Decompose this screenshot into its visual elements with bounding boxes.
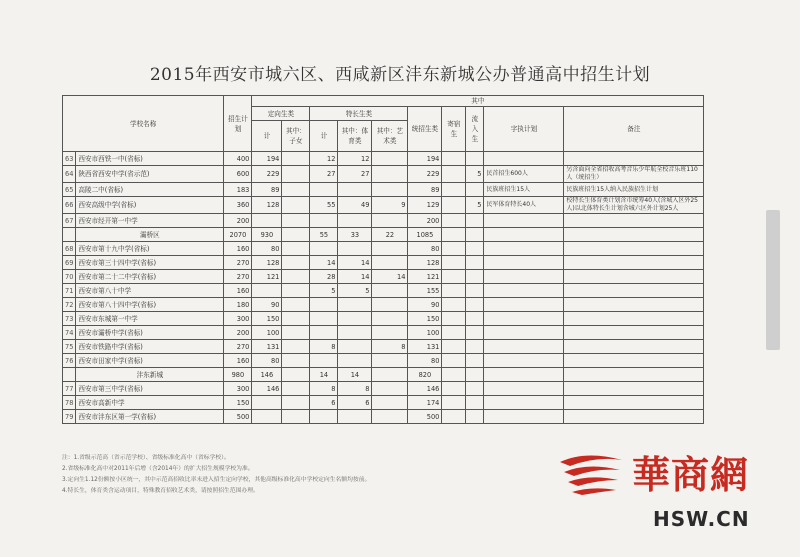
school-name: 高陵二中(省标): [76, 183, 224, 197]
cell-d2: [282, 228, 310, 242]
cell-d1: 89: [252, 183, 282, 197]
cell-b: [442, 228, 466, 242]
cell-r: 另含面向全省招收高考音乐少年航全校音乐班110人（统招生）: [564, 166, 704, 183]
cell-s3: [372, 396, 408, 410]
cell-r: [564, 354, 704, 368]
footnote: 注：1.省级示范高（省示范学校）、省级标准化高中（省标学校）。: [62, 455, 230, 461]
cell-s1: [310, 298, 338, 312]
cell-r: [564, 242, 704, 256]
cell-p: [484, 298, 564, 312]
row-number: 67: [63, 214, 76, 228]
cell-p: 民军体育特长40人: [484, 197, 564, 214]
cell-u: 100: [408, 326, 442, 340]
cell-total: 500: [224, 410, 252, 424]
header-special: 特长生类: [310, 107, 408, 121]
cell-s1: 14: [310, 256, 338, 270]
cell-p: [484, 152, 564, 166]
cell-s1: [310, 183, 338, 197]
cell-d1: 121: [252, 270, 282, 284]
cell-d2: [282, 382, 310, 396]
cell-u: 80: [408, 354, 442, 368]
row-number: 69: [63, 256, 76, 270]
cell-s1: 55: [310, 228, 338, 242]
cell-d1: [252, 410, 282, 424]
cell-total: 160: [224, 354, 252, 368]
cell-d2: [282, 368, 310, 382]
cell-s1: 6: [310, 396, 338, 410]
header-special-total: 计: [310, 121, 338, 152]
cell-s2: [338, 354, 372, 368]
cell-b: [442, 354, 466, 368]
cell-s2: [338, 242, 372, 256]
cell-s3: [372, 382, 408, 396]
row-number: [63, 228, 76, 242]
table-row: [63, 312, 704, 326]
cell-t: [466, 228, 484, 242]
cell-s2: 14: [338, 270, 372, 284]
cell-t: [466, 326, 484, 340]
cell-t: [466, 256, 484, 270]
cell-u: 90: [408, 298, 442, 312]
cell-s3: [372, 326, 408, 340]
cell-r: [564, 256, 704, 270]
cell-s2: [338, 214, 372, 228]
cell-t: [466, 368, 484, 382]
cell-total: 2070: [224, 228, 252, 242]
cell-p: [484, 256, 564, 270]
cell-d2: [282, 312, 310, 326]
header-unified: 统招生类: [408, 107, 442, 152]
cell-p: [484, 284, 564, 298]
cell-d1: 128: [252, 256, 282, 270]
row-number: 63: [63, 152, 76, 166]
cell-total: 160: [224, 242, 252, 256]
cell-total: 300: [224, 312, 252, 326]
school-name: 西安市第八十中学: [76, 284, 224, 298]
cell-t: [466, 396, 484, 410]
cell-d1: [252, 396, 282, 410]
table-row: [63, 270, 704, 284]
table-header: [63, 96, 704, 152]
cell-d2: [282, 256, 310, 270]
cell-d1: [252, 214, 282, 228]
table-row: [63, 340, 704, 354]
cell-u: 80: [408, 242, 442, 256]
cell-t: [466, 382, 484, 396]
cell-d1: 150: [252, 312, 282, 326]
cell-r: [564, 326, 704, 340]
cell-s3: [372, 152, 408, 166]
header-boarding: 寄宿生: [442, 107, 466, 152]
cell-r: 校特长生体育类计划含市统筹40人(含城入区外25人)以北体特长生计划含城六区外计划25人: [564, 197, 704, 214]
cell-p: [484, 368, 564, 382]
cell-s2: 6: [338, 396, 372, 410]
school-name: 西安市西铁一中(省标): [76, 152, 224, 166]
cell-u: 1085: [408, 228, 442, 242]
cell-u: 174: [408, 396, 442, 410]
cell-s2: [338, 410, 372, 424]
subtotal-row: [63, 228, 704, 242]
header-plan: 字执计划: [484, 107, 564, 152]
table-row: [63, 396, 704, 410]
row-number: 79: [63, 410, 76, 424]
cell-r: [564, 284, 704, 298]
cell-r: [564, 270, 704, 284]
cell-u: 89: [408, 183, 442, 197]
row-number: 72: [63, 298, 76, 312]
cell-d1: 80: [252, 354, 282, 368]
cell-p: [484, 326, 564, 340]
cell-s2: [338, 312, 372, 326]
row-number: 64: [63, 166, 76, 183]
cell-s1: [310, 354, 338, 368]
cell-s1: [310, 410, 338, 424]
cell-p: [484, 242, 564, 256]
cell-b: [442, 270, 466, 284]
cell-s1: 8: [310, 382, 338, 396]
cell-b: [442, 340, 466, 354]
cell-d2: [282, 214, 310, 228]
header-transfer: 流入生: [466, 107, 484, 152]
cell-b: [442, 242, 466, 256]
cell-t: [466, 214, 484, 228]
table-row: [63, 197, 704, 214]
cell-r: [564, 368, 704, 382]
header-among: 其中: [252, 96, 704, 107]
cell-total: 200: [224, 214, 252, 228]
cell-p: 民首招生600人: [484, 166, 564, 183]
cell-s1: [310, 326, 338, 340]
cell-r: [564, 228, 704, 242]
cell-s3: 14: [372, 270, 408, 284]
cell-s1: 5: [310, 284, 338, 298]
school-name: 灞桥区: [76, 228, 224, 242]
cell-s3: [372, 354, 408, 368]
cell-s2: [338, 298, 372, 312]
cell-r: [564, 312, 704, 326]
header-special-arts: 其中：艺术类: [372, 121, 408, 152]
cell-b: [442, 326, 466, 340]
cell-p: [484, 270, 564, 284]
cell-s1: 27: [310, 166, 338, 183]
cell-p: [484, 214, 564, 228]
row-number: 68: [63, 242, 76, 256]
cell-b: [442, 256, 466, 270]
cell-t: [466, 284, 484, 298]
cell-d1: 194: [252, 152, 282, 166]
school-name: 西安市第三十四中学(省标): [76, 256, 224, 270]
school-name: 西安市沣东区第一学(省标): [76, 410, 224, 424]
cell-total: 270: [224, 256, 252, 270]
cell-t: [466, 410, 484, 424]
cell-total: 400: [224, 152, 252, 166]
cell-p: [484, 382, 564, 396]
cell-t: [466, 298, 484, 312]
school-name: 西安市田家中学(省标): [76, 354, 224, 368]
header-special-sports: 其中：体育类: [338, 121, 372, 152]
cell-p: 民族班招生15人: [484, 183, 564, 197]
cell-b: [442, 166, 466, 183]
school-name: 西安市第八十四中学(省标): [76, 298, 224, 312]
cell-s1: [310, 214, 338, 228]
cell-r: [564, 152, 704, 166]
header-directed-children: 其中：子女: [282, 121, 310, 152]
cell-s1: 8: [310, 340, 338, 354]
cell-u: 129: [408, 197, 442, 214]
footnote: 3.定向生1.12份额按小区统一，其中示范高招收比率未进入招生定向学校，其他高级标准化高中学校定向生名额均按前。: [62, 477, 371, 483]
header-remark: 备注: [564, 107, 704, 152]
table-row: [63, 242, 704, 256]
row-number: 66: [63, 197, 76, 214]
cell-s3: [372, 312, 408, 326]
cell-d1: 128: [252, 197, 282, 214]
cell-r: [564, 298, 704, 312]
cell-t: 5: [466, 197, 484, 214]
cell-u: 155: [408, 284, 442, 298]
cell-u: 200: [408, 214, 442, 228]
footnote: 2.省级标准化高中对2011年后增（含2014年）的扩大招生规模学校为准。: [62, 466, 254, 472]
cell-s3: [372, 256, 408, 270]
cell-d2: [282, 354, 310, 368]
cell-s2: [338, 326, 372, 340]
cell-d1: 80: [252, 242, 282, 256]
watermark-url: HSW.CN: [653, 507, 750, 531]
cell-p: [484, 228, 564, 242]
cell-total: 150: [224, 396, 252, 410]
cell-t: [466, 354, 484, 368]
cell-u: 194: [408, 152, 442, 166]
cell-d2: [282, 284, 310, 298]
cell-b: [442, 298, 466, 312]
header-directed-total: 计: [252, 121, 282, 152]
cell-u: 820: [408, 368, 442, 382]
document-title: 2015年西安市城六区、西咸新区沣东新城公办普通高中招生计划: [149, 65, 651, 85]
school-name: 西安市东城第一中学: [76, 312, 224, 326]
cell-s2: 33: [338, 228, 372, 242]
school-name: 西安市铁路中学(省标): [76, 340, 224, 354]
row-number: 76: [63, 354, 76, 368]
cell-b: [442, 396, 466, 410]
row-number: 65: [63, 183, 76, 197]
cell-s2: 27: [338, 166, 372, 183]
cell-s3: [372, 183, 408, 197]
cell-d1: 930: [252, 228, 282, 242]
cell-r: [564, 382, 704, 396]
cell-r: [564, 214, 704, 228]
cell-t: 5: [466, 166, 484, 183]
cell-t: [466, 270, 484, 284]
cell-b: [442, 197, 466, 214]
cell-total: 980: [224, 368, 252, 382]
cell-total: 183: [224, 183, 252, 197]
cell-d2: [282, 197, 310, 214]
cell-u: 146: [408, 382, 442, 396]
school-name: 陕西省西安中学(省示范): [76, 166, 224, 183]
school-name: 西安市第三中学(省标): [76, 382, 224, 396]
cell-total: 160: [224, 284, 252, 298]
subtotal-row: [63, 368, 704, 382]
cell-r: [564, 410, 704, 424]
school-name: 沣东新城: [76, 368, 224, 382]
cell-d1: 90: [252, 298, 282, 312]
cell-d2: [282, 410, 310, 424]
cell-t: [466, 340, 484, 354]
school-name: 西安市第十九中学(省标): [76, 242, 224, 256]
cell-p: [484, 340, 564, 354]
cell-d2: [282, 152, 310, 166]
cell-d2: [282, 166, 310, 183]
table-row: [63, 214, 704, 228]
cell-s3: [372, 368, 408, 382]
cell-u: 131: [408, 340, 442, 354]
cell-d1: 131: [252, 340, 282, 354]
cell-s3: [372, 298, 408, 312]
cell-total: 180: [224, 298, 252, 312]
cell-b: [442, 410, 466, 424]
cell-d1: 100: [252, 326, 282, 340]
cell-s2: 14: [338, 256, 372, 270]
cell-t: [466, 242, 484, 256]
row-number: 78: [63, 396, 76, 410]
header-school: 学校名称: [63, 96, 224, 152]
cell-d2: [282, 242, 310, 256]
cell-d2: [282, 298, 310, 312]
cell-d1: [252, 284, 282, 298]
cell-d1: 146: [252, 382, 282, 396]
row-number: 74: [63, 326, 76, 340]
cell-t: [466, 152, 484, 166]
hsw-logo-icon: [556, 452, 628, 496]
cell-t: [466, 183, 484, 197]
table-row: [63, 152, 704, 166]
cell-r: [564, 396, 704, 410]
cell-u: 229: [408, 166, 442, 183]
cell-s2: 49: [338, 197, 372, 214]
cell-s3: 9: [372, 197, 408, 214]
cell-b: [442, 368, 466, 382]
cell-s3: 22: [372, 228, 408, 242]
cell-p: [484, 354, 564, 368]
table-row: [63, 354, 704, 368]
enrollment-table: [62, 95, 704, 424]
cell-s3: 8: [372, 340, 408, 354]
cell-r: [564, 340, 704, 354]
cell-s3: [372, 214, 408, 228]
cell-u: 128: [408, 256, 442, 270]
cell-t: [466, 312, 484, 326]
row-number: [63, 368, 76, 382]
cell-p: [484, 396, 564, 410]
cell-s3: [372, 166, 408, 183]
school-name: 西安市高新中学: [76, 396, 224, 410]
row-number: 73: [63, 312, 76, 326]
cell-u: 150: [408, 312, 442, 326]
cell-s1: [310, 312, 338, 326]
table-row: [63, 410, 704, 424]
header-quota: 招生计划: [224, 96, 252, 152]
cell-s1: 28: [310, 270, 338, 284]
school-name: 西安市第二十二中学(省标): [76, 270, 224, 284]
table-row: [63, 382, 704, 396]
cell-s2: 8: [338, 382, 372, 396]
row-number: 77: [63, 382, 76, 396]
cell-s3: [372, 284, 408, 298]
cell-d2: [282, 183, 310, 197]
cell-s2: [338, 340, 372, 354]
cell-total: 270: [224, 270, 252, 284]
header-directed: 定向生类: [252, 107, 310, 121]
table-row: [63, 256, 704, 270]
cell-s3: [372, 242, 408, 256]
school-name: 西安高级中学(省标): [76, 197, 224, 214]
cell-s2: 14: [338, 368, 372, 382]
cell-d2: [282, 340, 310, 354]
cell-d1: 229: [252, 166, 282, 183]
row-number: 75: [63, 340, 76, 354]
scan-edge-shadow: [766, 210, 780, 350]
school-name: 西安市经开第一中学: [76, 214, 224, 228]
table-row: [63, 326, 704, 340]
cell-s3: [372, 410, 408, 424]
cell-s1: 55: [310, 197, 338, 214]
cell-total: 600: [224, 166, 252, 183]
cell-p: [484, 312, 564, 326]
table-row: [63, 284, 704, 298]
cell-u: 121: [408, 270, 442, 284]
cell-u: 500: [408, 410, 442, 424]
watermark-brand: 華商網: [632, 452, 750, 497]
cell-d2: [282, 396, 310, 410]
cell-s2: 5: [338, 284, 372, 298]
cell-s2: 12: [338, 152, 372, 166]
table-row: [63, 183, 704, 197]
cell-total: 270: [224, 340, 252, 354]
cell-s1: 14: [310, 368, 338, 382]
cell-s1: [310, 242, 338, 256]
row-number: 70: [63, 270, 76, 284]
cell-b: [442, 214, 466, 228]
cell-d2: [282, 326, 310, 340]
cell-total: 200: [224, 326, 252, 340]
cell-s2: [338, 183, 372, 197]
cell-b: [442, 284, 466, 298]
cell-b: [442, 382, 466, 396]
table-body: [63, 152, 704, 424]
cell-b: [442, 152, 466, 166]
cell-d1: 146: [252, 368, 282, 382]
footnote: 4.特长生，体育类含运动项目，特殊教育招收艺术类，请按照招生范围办理。: [62, 488, 259, 494]
footnotes: [62, 453, 622, 497]
cell-d2: [282, 270, 310, 284]
cell-b: [442, 183, 466, 197]
cell-b: [442, 312, 466, 326]
school-name: 西安市灞桥中学(省标): [76, 326, 224, 340]
cell-r: 民族班招生15人纳入民族招生计划: [564, 183, 704, 197]
table-row: [63, 298, 704, 312]
cell-total: 360: [224, 197, 252, 214]
table-row: [63, 166, 704, 183]
cell-total: 300: [224, 382, 252, 396]
cell-p: [484, 410, 564, 424]
cell-s1: 12: [310, 152, 338, 166]
row-number: 71: [63, 284, 76, 298]
